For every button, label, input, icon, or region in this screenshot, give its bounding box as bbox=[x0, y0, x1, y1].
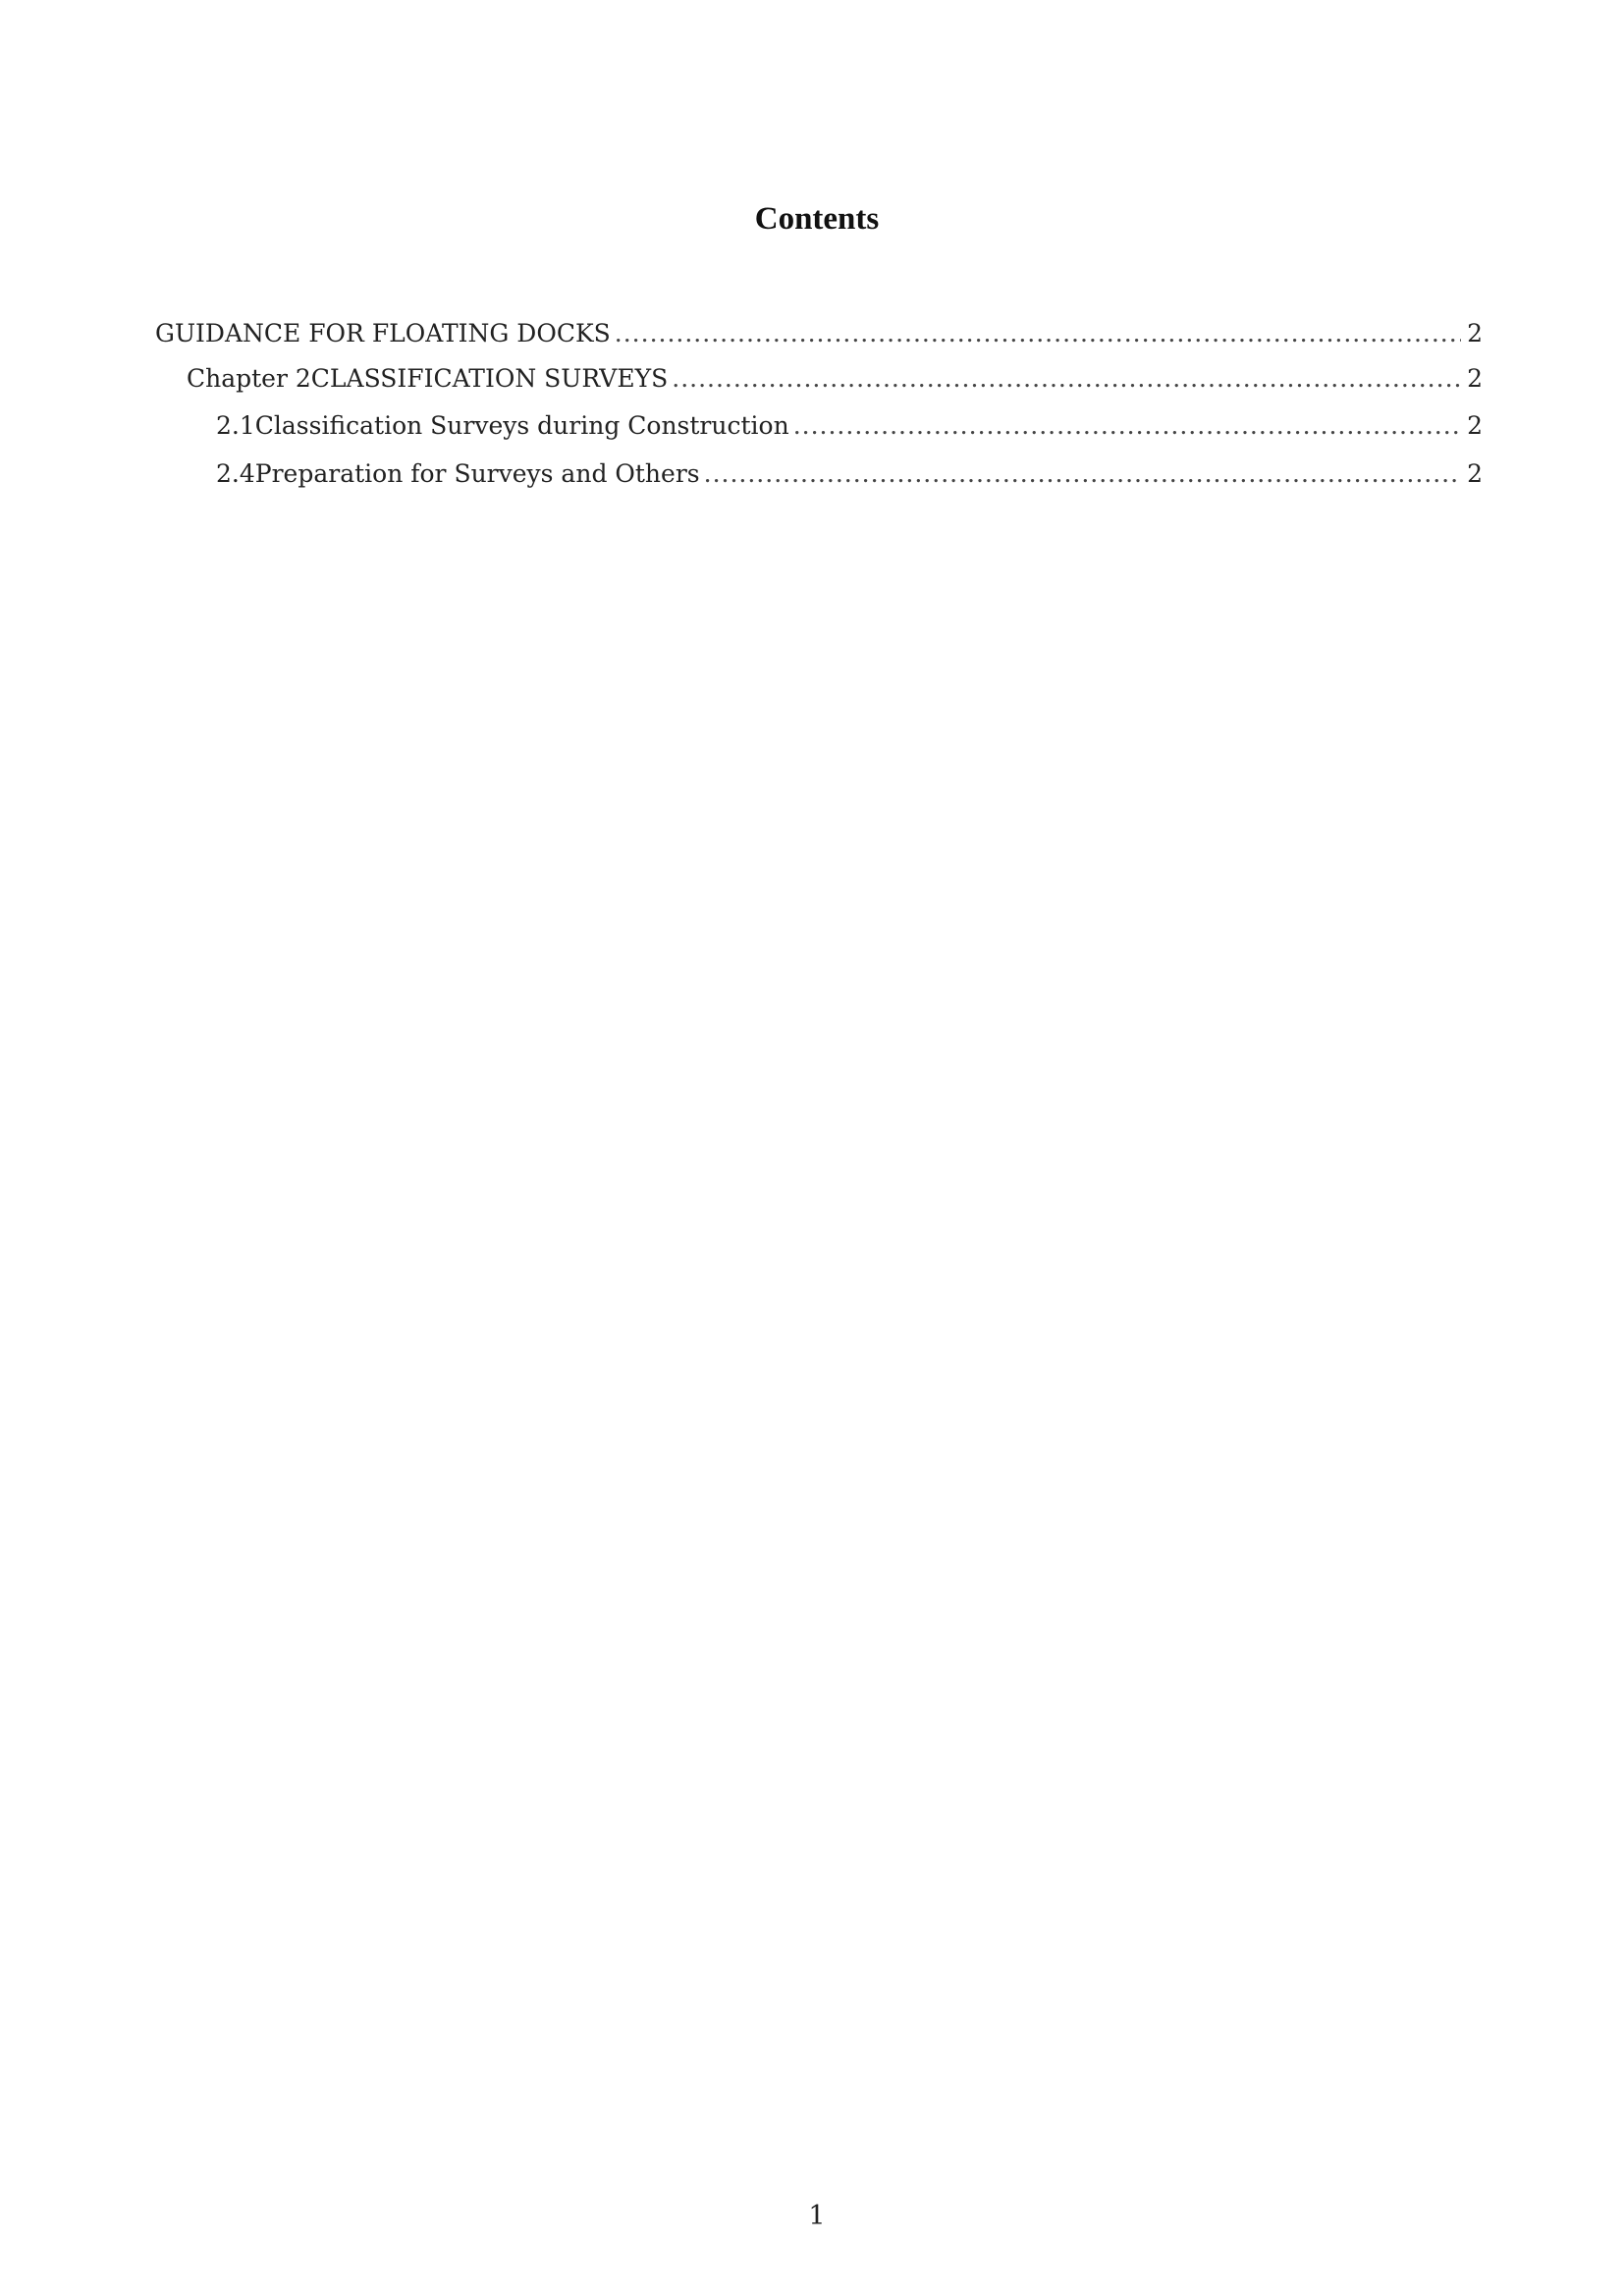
toc-entry-label: CLASSIFICATION SURVEYS bbox=[310, 364, 669, 393]
toc-entry-label: Preparation for Surveys and Others bbox=[254, 459, 700, 488]
toc-entry-label: Classification Surveys during Construction bbox=[254, 411, 789, 440]
toc-entry-section-2-1[interactable] bbox=[155, 411, 1483, 445]
toc-page-number: 2 bbox=[1467, 364, 1483, 393]
toc-page-number: 2 bbox=[1467, 459, 1483, 488]
toc-entry-label: GUIDANCE FOR FLOATING DOCKS bbox=[155, 319, 611, 347]
toc-entry-number: Chapter 2 bbox=[187, 364, 311, 393]
toc-page-number: 2 bbox=[1467, 319, 1483, 347]
page-title: Contents bbox=[754, 201, 880, 237]
toc-page-number: 2 bbox=[1467, 411, 1483, 440]
page-footer-number: 1 bbox=[808, 2201, 826, 2231]
toc-entry-number: 2.1 bbox=[216, 411, 255, 440]
toc-entry-chapter-2[interactable] bbox=[155, 364, 1483, 398]
toc-entry-number: 2.4 bbox=[216, 459, 255, 488]
toc-entry-guidance[interactable] bbox=[155, 319, 1483, 352]
toc-leader-dots bbox=[704, 459, 1461, 488]
toc-leader-dots bbox=[615, 319, 1461, 347]
toc-entry-section-2-4[interactable] bbox=[155, 459, 1483, 493]
toc-leader-dots bbox=[672, 364, 1461, 393]
toc-leader-dots bbox=[793, 411, 1461, 440]
